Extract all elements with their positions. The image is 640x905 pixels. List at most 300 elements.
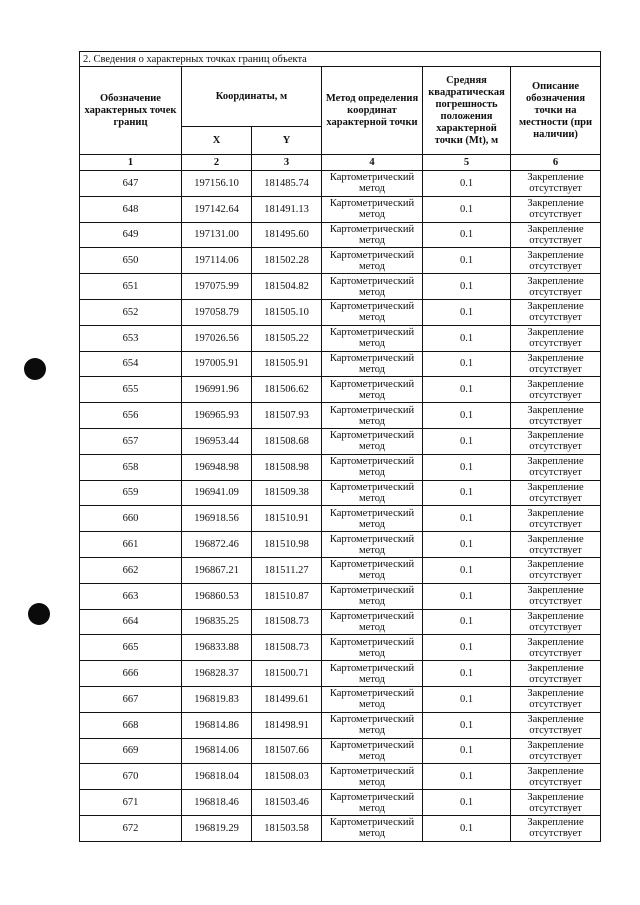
error-cell: 0.1 bbox=[423, 222, 511, 248]
method-line: метод bbox=[358, 363, 386, 375]
table-row bbox=[80, 274, 601, 300]
y-cell: 181511.27 bbox=[252, 557, 322, 583]
error-cell: 0.1 bbox=[423, 635, 511, 661]
method-line: Картометрический bbox=[329, 198, 415, 210]
y-cell: 181504.82 bbox=[252, 274, 322, 300]
boundary-points-table bbox=[79, 51, 601, 842]
description-cell bbox=[511, 738, 601, 764]
method-cell bbox=[322, 790, 423, 816]
method-cell bbox=[322, 196, 423, 222]
description-line: Закрепление bbox=[527, 610, 584, 622]
method-line: метод bbox=[358, 415, 386, 427]
description-cell bbox=[511, 454, 601, 480]
punch-hole-top bbox=[24, 358, 46, 380]
table-row bbox=[80, 454, 601, 480]
method-line: Картометрический bbox=[329, 765, 415, 777]
x-cell: 196941.09 bbox=[182, 480, 252, 506]
method-cell bbox=[322, 609, 423, 635]
description-line: отсутствует bbox=[529, 183, 582, 195]
description-line: Закрепление bbox=[527, 559, 584, 571]
description-line: Закрепление bbox=[527, 404, 584, 416]
point-cell: 672 bbox=[80, 815, 182, 841]
method-cell bbox=[322, 222, 423, 248]
y-cell: 181508.73 bbox=[252, 635, 322, 661]
description-line: Закрепление bbox=[527, 636, 584, 648]
method-line: Картометрический bbox=[329, 688, 415, 700]
method-line: метод bbox=[358, 312, 386, 324]
table-row bbox=[80, 815, 601, 841]
table-row bbox=[80, 428, 601, 454]
method-line: Картометрический bbox=[329, 739, 415, 751]
description-cell bbox=[511, 635, 601, 661]
error-cell: 0.1 bbox=[423, 712, 511, 738]
description-line: Закрепление bbox=[527, 223, 584, 235]
error-cell: 0.1 bbox=[423, 506, 511, 532]
point-cell: 660 bbox=[80, 506, 182, 532]
x-cell: 196965.93 bbox=[182, 403, 252, 429]
description-line: Закрепление bbox=[527, 275, 584, 287]
method-line: Картометрический bbox=[329, 404, 415, 416]
method-cell bbox=[322, 532, 423, 558]
error-cell: 0.1 bbox=[423, 274, 511, 300]
point-cell: 651 bbox=[80, 274, 182, 300]
description-cell bbox=[511, 712, 601, 738]
description-line: отсутствует bbox=[529, 673, 582, 685]
method-line: Картометрический bbox=[329, 791, 415, 803]
description-line: отсутствует bbox=[529, 260, 582, 272]
header-coords: Координаты, м bbox=[182, 67, 322, 127]
method-line: Картометрический bbox=[329, 430, 415, 442]
y-cell: 181507.93 bbox=[252, 403, 322, 429]
table-row bbox=[80, 609, 601, 635]
description-line: отсутствует bbox=[529, 544, 582, 556]
x-cell: 196867.21 bbox=[182, 557, 252, 583]
description-line: Закрепление bbox=[527, 301, 584, 313]
method-line: Картометрический bbox=[329, 378, 415, 390]
column-number: 2 bbox=[182, 155, 252, 171]
y-cell: 181505.91 bbox=[252, 351, 322, 377]
description-line: отсутствует bbox=[529, 699, 582, 711]
description-cell bbox=[511, 274, 601, 300]
method-cell bbox=[322, 583, 423, 609]
y-cell: 181508.03 bbox=[252, 764, 322, 790]
y-cell: 181485.74 bbox=[252, 171, 322, 197]
method-cell bbox=[322, 454, 423, 480]
table-row bbox=[80, 635, 601, 661]
x-cell: 196819.29 bbox=[182, 815, 252, 841]
description-line: Закрепление bbox=[527, 198, 584, 210]
x-cell: 197131.00 bbox=[182, 222, 252, 248]
y-cell: 181502.28 bbox=[252, 248, 322, 274]
description-cell bbox=[511, 532, 601, 558]
description-line: отсутствует bbox=[529, 338, 582, 350]
description-line: отсутствует bbox=[529, 209, 582, 221]
description-line: Закрепление bbox=[527, 378, 584, 390]
description-line: отсутствует bbox=[529, 286, 582, 298]
error-cell: 0.1 bbox=[423, 454, 511, 480]
method-line: Картометрический bbox=[329, 662, 415, 674]
point-cell: 657 bbox=[80, 428, 182, 454]
x-cell: 196918.56 bbox=[182, 506, 252, 532]
method-line: метод bbox=[358, 621, 386, 633]
description-cell bbox=[511, 351, 601, 377]
y-cell: 181499.61 bbox=[252, 686, 322, 712]
x-cell: 196872.46 bbox=[182, 532, 252, 558]
y-cell: 181510.87 bbox=[252, 583, 322, 609]
method-line: метод bbox=[358, 260, 386, 272]
method-cell bbox=[322, 274, 423, 300]
y-cell: 181508.98 bbox=[252, 454, 322, 480]
x-cell: 196818.46 bbox=[182, 790, 252, 816]
table-row bbox=[80, 196, 601, 222]
method-line: метод bbox=[358, 286, 386, 298]
description-cell bbox=[511, 428, 601, 454]
x-cell: 196953.44 bbox=[182, 428, 252, 454]
point-cell: 663 bbox=[80, 583, 182, 609]
method-line: Картометрический bbox=[329, 533, 415, 545]
method-cell bbox=[322, 403, 423, 429]
point-cell: 659 bbox=[80, 480, 182, 506]
x-cell: 196833.88 bbox=[182, 635, 252, 661]
y-cell: 181509.38 bbox=[252, 480, 322, 506]
point-cell: 647 bbox=[80, 171, 182, 197]
error-cell: 0.1 bbox=[423, 583, 511, 609]
x-cell: 196814.06 bbox=[182, 738, 252, 764]
point-cell: 650 bbox=[80, 248, 182, 274]
point-cell: 667 bbox=[80, 686, 182, 712]
punch-hole-bottom bbox=[28, 603, 50, 625]
description-line: отсутствует bbox=[529, 802, 582, 814]
method-line: Картометрический bbox=[329, 301, 415, 313]
method-line: Картометрический bbox=[329, 249, 415, 261]
method-cell bbox=[322, 686, 423, 712]
column-numbers-row bbox=[80, 155, 601, 171]
header-error: Средняя квадратическая погрешность положения характерной точки (Mt), м bbox=[423, 67, 511, 155]
table-row bbox=[80, 171, 601, 197]
method-line: метод bbox=[358, 389, 386, 401]
method-line: метод bbox=[358, 570, 386, 582]
point-cell: 671 bbox=[80, 790, 182, 816]
y-cell: 181507.66 bbox=[252, 738, 322, 764]
method-line: метод bbox=[358, 467, 386, 479]
error-cell: 0.1 bbox=[423, 480, 511, 506]
y-cell: 181495.60 bbox=[252, 222, 322, 248]
method-cell bbox=[322, 635, 423, 661]
method-cell bbox=[322, 351, 423, 377]
description-cell bbox=[511, 764, 601, 790]
table-row bbox=[80, 377, 601, 403]
y-cell: 181508.73 bbox=[252, 609, 322, 635]
point-cell: 666 bbox=[80, 661, 182, 687]
description-line: Закрепление bbox=[527, 533, 584, 545]
method-cell bbox=[322, 738, 423, 764]
table-row bbox=[80, 790, 601, 816]
column-number: 5 bbox=[423, 155, 511, 171]
method-line: Картометрический bbox=[329, 456, 415, 468]
description-line: отсутствует bbox=[529, 750, 582, 762]
point-cell: 653 bbox=[80, 325, 182, 351]
y-cell: 181491.13 bbox=[252, 196, 322, 222]
x-cell: 197114.06 bbox=[182, 248, 252, 274]
header-y: Y bbox=[252, 127, 322, 155]
description-line: Закрепление bbox=[527, 662, 584, 674]
header-description: Описание обозначения точки на местности (при наличии) bbox=[511, 67, 601, 155]
table-row bbox=[80, 661, 601, 687]
y-cell: 181503.58 bbox=[252, 815, 322, 841]
description-line: отсутствует bbox=[529, 776, 582, 788]
description-line: Закрепление bbox=[527, 714, 584, 726]
table-row bbox=[80, 325, 601, 351]
method-line: Картометрический bbox=[329, 559, 415, 571]
table-row bbox=[80, 222, 601, 248]
point-cell: 656 bbox=[80, 403, 182, 429]
description-line: отсутствует bbox=[529, 518, 582, 530]
method-line: Картометрический bbox=[329, 507, 415, 519]
error-cell: 0.1 bbox=[423, 790, 511, 816]
description-cell bbox=[511, 299, 601, 325]
description-cell bbox=[511, 557, 601, 583]
description-line: отсутствует bbox=[529, 828, 582, 840]
table-row bbox=[80, 738, 601, 764]
method-cell bbox=[322, 764, 423, 790]
point-cell: 655 bbox=[80, 377, 182, 403]
method-line: Картометрический bbox=[329, 327, 415, 339]
method-cell bbox=[322, 712, 423, 738]
point-cell: 652 bbox=[80, 299, 182, 325]
y-cell: 181505.22 bbox=[252, 325, 322, 351]
method-line: метод bbox=[358, 544, 386, 556]
x-cell: 197142.64 bbox=[182, 196, 252, 222]
description-line: Закрепление bbox=[527, 172, 584, 184]
description-line: Закрепление bbox=[527, 430, 584, 442]
description-cell bbox=[511, 506, 601, 532]
description-line: Закрепление bbox=[527, 249, 584, 261]
point-cell: 665 bbox=[80, 635, 182, 661]
description-line: Закрепление bbox=[527, 739, 584, 751]
method-line: метод bbox=[358, 750, 386, 762]
error-cell: 0.1 bbox=[423, 196, 511, 222]
x-cell: 196948.98 bbox=[182, 454, 252, 480]
method-line: метод bbox=[358, 441, 386, 453]
table-row bbox=[80, 532, 601, 558]
description-cell bbox=[511, 790, 601, 816]
description-cell bbox=[511, 403, 601, 429]
table-row bbox=[80, 351, 601, 377]
header-x: X bbox=[182, 127, 252, 155]
y-cell: 181508.68 bbox=[252, 428, 322, 454]
point-cell: 661 bbox=[80, 532, 182, 558]
method-line: Картометрический bbox=[329, 172, 415, 184]
description-line: Закрепление bbox=[527, 352, 584, 364]
description-line: отсутствует bbox=[529, 312, 582, 324]
description-cell bbox=[511, 248, 601, 274]
description-line: отсутствует bbox=[529, 467, 582, 479]
method-line: Картометрический bbox=[329, 223, 415, 235]
error-cell: 0.1 bbox=[423, 764, 511, 790]
point-cell: 668 bbox=[80, 712, 182, 738]
point-cell: 662 bbox=[80, 557, 182, 583]
method-line: Картометрический bbox=[329, 817, 415, 829]
error-cell: 0.1 bbox=[423, 403, 511, 429]
method-cell bbox=[322, 506, 423, 532]
description-cell bbox=[511, 815, 601, 841]
x-cell: 196991.96 bbox=[182, 377, 252, 403]
description-line: отсутствует bbox=[529, 621, 582, 633]
error-cell: 0.1 bbox=[423, 557, 511, 583]
description-cell bbox=[511, 583, 601, 609]
method-line: метод bbox=[358, 725, 386, 737]
method-cell bbox=[322, 480, 423, 506]
error-cell: 0.1 bbox=[423, 351, 511, 377]
description-line: отсутствует bbox=[529, 647, 582, 659]
description-cell bbox=[511, 377, 601, 403]
method-line: метод bbox=[358, 209, 386, 221]
description-line: отсутствует bbox=[529, 570, 582, 582]
x-cell: 196860.53 bbox=[182, 583, 252, 609]
x-cell: 196828.37 bbox=[182, 661, 252, 687]
description-line: Закрепление bbox=[527, 688, 584, 700]
method-line: Картометрический bbox=[329, 714, 415, 726]
description-cell bbox=[511, 480, 601, 506]
method-line: Картометрический bbox=[329, 481, 415, 493]
table-row bbox=[80, 299, 601, 325]
description-cell bbox=[511, 686, 601, 712]
point-cell: 648 bbox=[80, 196, 182, 222]
description-cell bbox=[511, 222, 601, 248]
error-cell: 0.1 bbox=[423, 532, 511, 558]
method-cell bbox=[322, 428, 423, 454]
table-row bbox=[80, 557, 601, 583]
method-cell bbox=[322, 661, 423, 687]
method-line: метод bbox=[358, 338, 386, 350]
error-cell: 0.1 bbox=[423, 428, 511, 454]
description-line: отсутствует bbox=[529, 389, 582, 401]
y-cell: 181506.62 bbox=[252, 377, 322, 403]
table-row bbox=[80, 480, 601, 506]
description-line: отсутствует bbox=[529, 363, 582, 375]
description-cell bbox=[511, 171, 601, 197]
description-line: Закрепление bbox=[527, 507, 584, 519]
header-point: Обозначение характерных точек границ bbox=[80, 67, 182, 155]
header-method: Метод определения координат характерной точки bbox=[322, 67, 423, 155]
method-line: метод bbox=[358, 596, 386, 608]
method-line: Картометрический bbox=[329, 610, 415, 622]
description-line: отсутствует bbox=[529, 234, 582, 246]
table-body bbox=[80, 171, 601, 842]
x-cell: 197075.99 bbox=[182, 274, 252, 300]
column-number: 4 bbox=[322, 155, 423, 171]
x-cell: 196835.25 bbox=[182, 609, 252, 635]
table-row bbox=[80, 686, 601, 712]
method-line: метод bbox=[358, 673, 386, 685]
y-cell: 181500.71 bbox=[252, 661, 322, 687]
method-cell bbox=[322, 325, 423, 351]
method-line: метод bbox=[358, 492, 386, 504]
method-line: метод bbox=[358, 647, 386, 659]
method-line: метод bbox=[358, 234, 386, 246]
method-cell bbox=[322, 815, 423, 841]
column-number: 1 bbox=[80, 155, 182, 171]
method-line: метод bbox=[358, 518, 386, 530]
error-cell: 0.1 bbox=[423, 248, 511, 274]
description-line: отсутствует bbox=[529, 596, 582, 608]
y-cell: 181503.46 bbox=[252, 790, 322, 816]
description-line: Закрепление bbox=[527, 765, 584, 777]
column-number: 3 bbox=[252, 155, 322, 171]
x-cell: 196819.83 bbox=[182, 686, 252, 712]
error-cell: 0.1 bbox=[423, 738, 511, 764]
point-cell: 649 bbox=[80, 222, 182, 248]
column-number: 6 bbox=[511, 155, 601, 171]
section-title: 2. Сведения о характерных точках границ объекта bbox=[80, 52, 601, 67]
description-line: отсутствует bbox=[529, 492, 582, 504]
x-cell: 197026.56 bbox=[182, 325, 252, 351]
description-line: Закрепление bbox=[527, 585, 584, 597]
description-line: отсутствует bbox=[529, 725, 582, 737]
x-cell: 197058.79 bbox=[182, 299, 252, 325]
description-line: отсутствует bbox=[529, 441, 582, 453]
description-line: Закрепление bbox=[527, 327, 584, 339]
description-line: Закрепление bbox=[527, 817, 584, 829]
method-line: Картометрический bbox=[329, 585, 415, 597]
x-cell: 197005.91 bbox=[182, 351, 252, 377]
error-cell: 0.1 bbox=[423, 377, 511, 403]
method-line: Картометрический bbox=[329, 352, 415, 364]
table-row bbox=[80, 712, 601, 738]
description-cell bbox=[511, 196, 601, 222]
method-cell bbox=[322, 171, 423, 197]
description-cell bbox=[511, 325, 601, 351]
method-line: метод bbox=[358, 776, 386, 788]
table-row bbox=[80, 248, 601, 274]
y-cell: 181498.91 bbox=[252, 712, 322, 738]
point-cell: 664 bbox=[80, 609, 182, 635]
y-cell: 181510.98 bbox=[252, 532, 322, 558]
y-cell: 181510.91 bbox=[252, 506, 322, 532]
x-cell: 196814.86 bbox=[182, 712, 252, 738]
table-row bbox=[80, 506, 601, 532]
table-row bbox=[80, 583, 601, 609]
method-line: Картометрический bbox=[329, 275, 415, 287]
table-row bbox=[80, 764, 601, 790]
method-cell bbox=[322, 377, 423, 403]
method-cell bbox=[322, 248, 423, 274]
method-cell bbox=[322, 557, 423, 583]
error-cell: 0.1 bbox=[423, 815, 511, 841]
point-cell: 670 bbox=[80, 764, 182, 790]
point-cell: 658 bbox=[80, 454, 182, 480]
description-line: Закрепление bbox=[527, 456, 584, 468]
description-cell bbox=[511, 609, 601, 635]
method-cell bbox=[322, 299, 423, 325]
error-cell: 0.1 bbox=[423, 171, 511, 197]
description-line: Закрепление bbox=[527, 481, 584, 493]
method-line: Картометрический bbox=[329, 636, 415, 648]
table-row bbox=[80, 403, 601, 429]
description-line: Закрепление bbox=[527, 791, 584, 803]
point-cell: 654 bbox=[80, 351, 182, 377]
x-cell: 196818.04 bbox=[182, 764, 252, 790]
method-line: метод bbox=[358, 699, 386, 711]
method-line: метод bbox=[358, 828, 386, 840]
description-line: отсутствует bbox=[529, 415, 582, 427]
description-cell bbox=[511, 661, 601, 687]
error-cell: 0.1 bbox=[423, 609, 511, 635]
error-cell: 0.1 bbox=[423, 325, 511, 351]
error-cell: 0.1 bbox=[423, 299, 511, 325]
error-cell: 0.1 bbox=[423, 686, 511, 712]
x-cell: 197156.10 bbox=[182, 171, 252, 197]
